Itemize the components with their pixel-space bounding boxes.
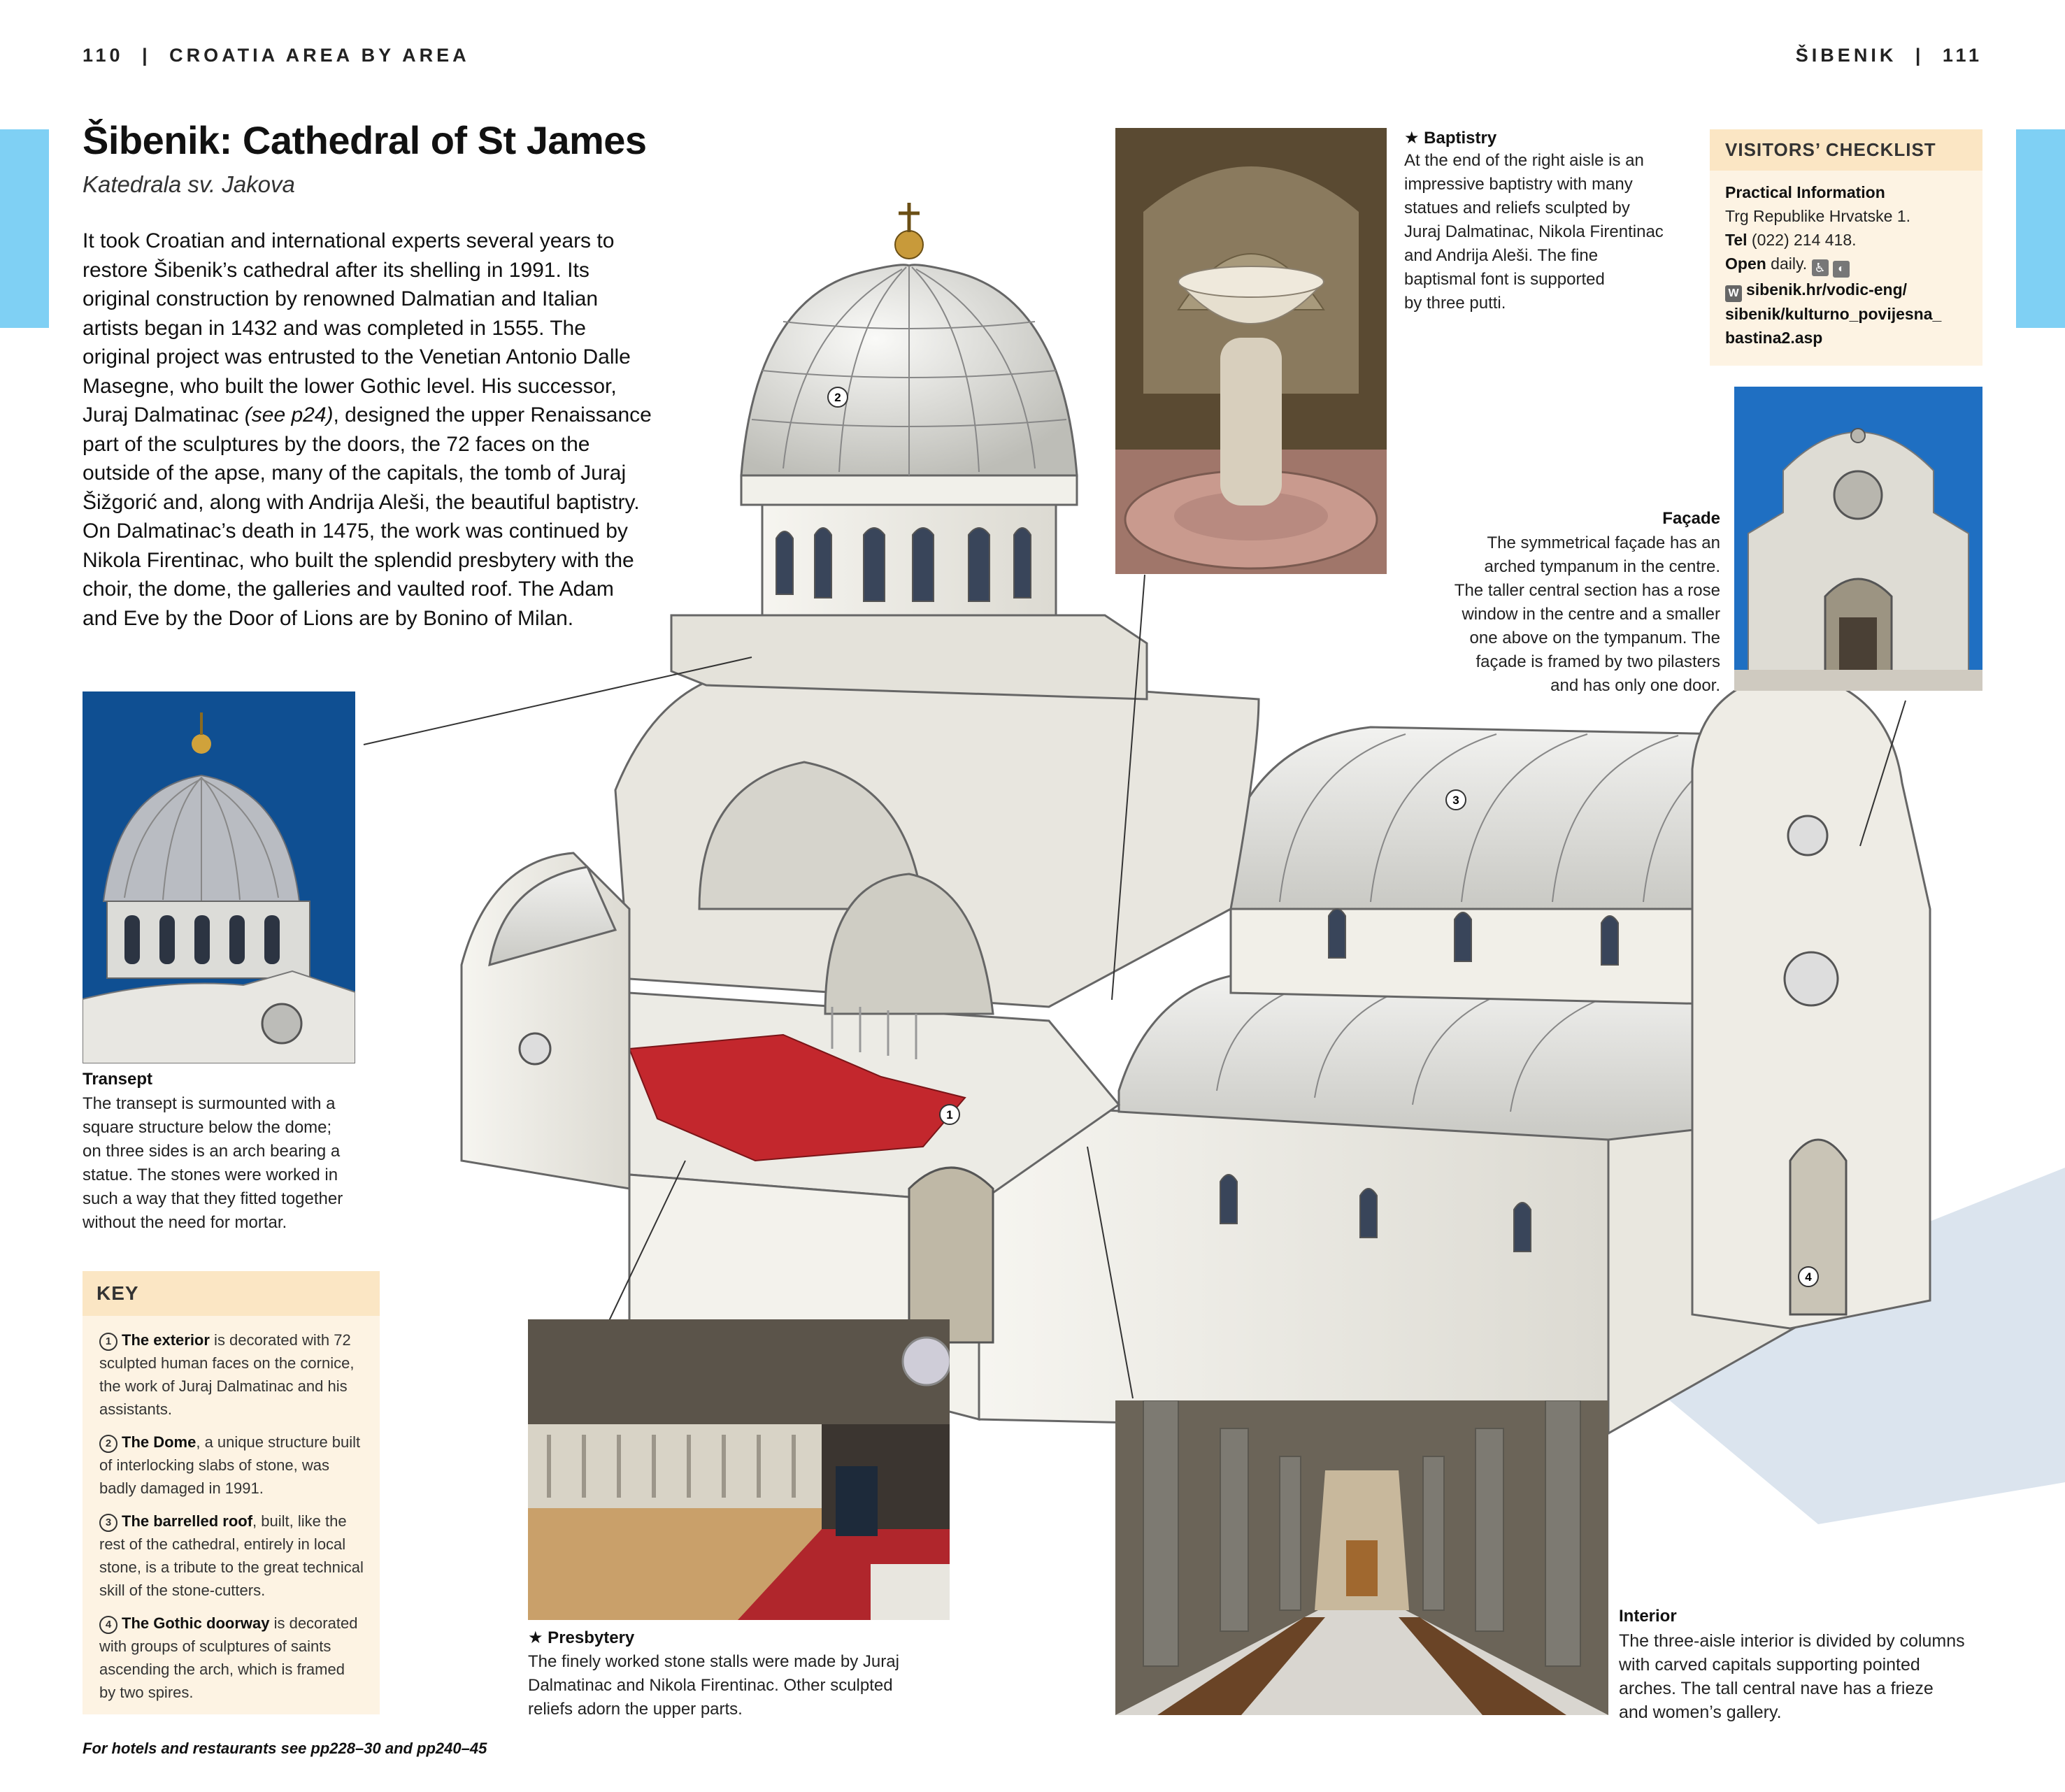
page-number-left: 110	[83, 45, 124, 66]
practical-info-title: Practical Information	[1725, 183, 1885, 201]
page-title: Šibenik: Cathedral of St James	[83, 118, 647, 162]
diagram-marker-2	[828, 387, 848, 407]
transept-caption: The transept is surmounted with a square structure below the dome; on three sides is an arch bearing a statue. The stones were worked in such a way that they fitted together without the need for mortar.	[83, 1094, 343, 1232]
running-head-left: 110 | CROATIA AREA BY AREA	[83, 45, 470, 66]
presbytery-stalls-illustration	[528, 1319, 950, 1620]
nave-interior-illustration	[1115, 1400, 1608, 1715]
address: Trg Republike Hrvatske 1.	[1725, 207, 1911, 225]
baptistry-caption: At the end of the right aisle is an impressive baptistry with many statues and reliefs sculpted by Juraj Dalmatinac, Nikola Firentinac and Andrija Aleši. The fine baptismal font is supported by three putti.	[1404, 151, 1664, 313]
svg-text:4: 4	[1805, 1270, 1812, 1284]
transept-dome-illustration	[83, 691, 355, 1063]
page-subtitle: Katedrala sv. Jakova	[83, 171, 295, 197]
transept-caption-title: Transept	[83, 1070, 153, 1089]
section-title-right: ŠIBENIK	[1795, 45, 1897, 66]
key-item-exterior: 1 The exterior is decorated with 72 sculpted human faces on the cornice, the work of Juraj Dalmatinac and his assistants.	[99, 1331, 355, 1418]
facade-caption-title: Façade	[1662, 509, 1720, 528]
baptistry-caption-title: ★ Baptistry	[1404, 129, 1497, 148]
diagram-marker-1	[940, 1105, 959, 1124]
page-number-right: 111	[1942, 45, 1982, 66]
presbytery-caption-title: ★ Presbytery	[528, 1628, 635, 1647]
section-title-left: CROATIA AREA BY AREA	[169, 45, 470, 66]
diagram-marker-3	[1446, 790, 1466, 810]
interior-caption-title: Interior	[1619, 1607, 1677, 1626]
cross-reference: (see p24)	[244, 403, 334, 427]
svg-text:1: 1	[946, 1108, 953, 1121]
visitors-checklist-heading: VISITORS’ CHECKLIST	[1710, 129, 1982, 171]
key-heading: KEY	[83, 1271, 380, 1316]
page-footer: For hotels and restaurants see pp228–30 and pp240–45	[83, 1740, 487, 1757]
transept-photo	[83, 691, 355, 1063]
interior-photo	[1115, 1400, 1608, 1715]
telephone: Tel (022) 214 418.	[1725, 231, 1857, 249]
website-link[interactable]: W sibenik.hr/vodic-eng/ sibenik/kulturno_povijesna_ bastina2.asp	[1725, 280, 1942, 347]
facade-photo	[1734, 387, 1982, 691]
diagram-marker-4	[1799, 1267, 1818, 1286]
key-item-dome: 2 The Dome, a unique structure built of interlocking slabs of stone, was badly damaged in 1991.	[99, 1433, 361, 1497]
svg-text:2: 2	[834, 391, 841, 404]
key-box	[83, 1271, 380, 1714]
presbytery-photo	[528, 1319, 950, 1620]
visitors-checklist-box	[1710, 129, 1982, 366]
web-icon: W	[1725, 285, 1742, 302]
interior-caption: The three-aisle interior is divided by columns with carved capitals supporting pointed arches. The tall central nave has a frieze and women’s gallery.	[1619, 1631, 1965, 1722]
presbytery-caption: The finely worked stone stalls were made by Juraj Dalmatinac and Nikola Firentinac. Other sculpted reliefs adorn the upper parts.	[528, 1652, 899, 1719]
intro-paragraph: It took Croatian and international experts several years to restore Šibenik’s cathedral after its shelling in 1991. Its original construction by renowned Dalmatian and Italian artists began in 1432 and was completed in 1555. The original project was entrusted to the Venetian Antonio Dalle Masegne, who built the lower Gothic level. His successor, Juraj Dalmatinac (see p24), designed the upper Renaissance part of the sculptures by the doors, the 72 faces on the outside of the apse, many of the capitals, the tomb of Juraj Šižgorić and, along with Andrija Aleši, the beautiful baptistry. On Dalmatinac’s death in 1475, the work was continued by Nikola Firentinac, who built the splendid presbytery with the choir, the dome, the galleries and vaulted roof. The Adam and Eve by the Door of Lions are by Bonino of Milan.	[83, 229, 652, 630]
opening-hours: Open daily. ♿ ◐	[1725, 252, 1967, 278]
facade-caption: The symmetrical façade has an arched tympanum in the centre. The taller central section has a rose window in the centre and a smaller one above on the tympanum. The façade is framed by two pilasters and has only one door.	[1454, 533, 1720, 695]
key-item-gothic-doorway: 4 The Gothic doorway is decorated with groups of sculptures of saints ascending the arch, which is framed by two spires.	[99, 1614, 358, 1701]
wheelchair-access-icon: ♿	[1812, 259, 1829, 276]
svg-text:3: 3	[1452, 794, 1459, 807]
facade-illustration	[1734, 387, 1982, 691]
key-item-barrelled-roof: 3 The barrelled roof, built, like the rest of the cathedral, entirely in local stone, is a tribute to the great technical skill of the stone-cutters.	[99, 1512, 364, 1599]
running-head-right: ŠIBENIK | 111	[1795, 45, 1982, 66]
baptismal-font-illustration	[1115, 128, 1387, 574]
baptistry-photo	[1115, 128, 1387, 574]
photography-allowed-icon: ◐	[1833, 261, 1850, 278]
